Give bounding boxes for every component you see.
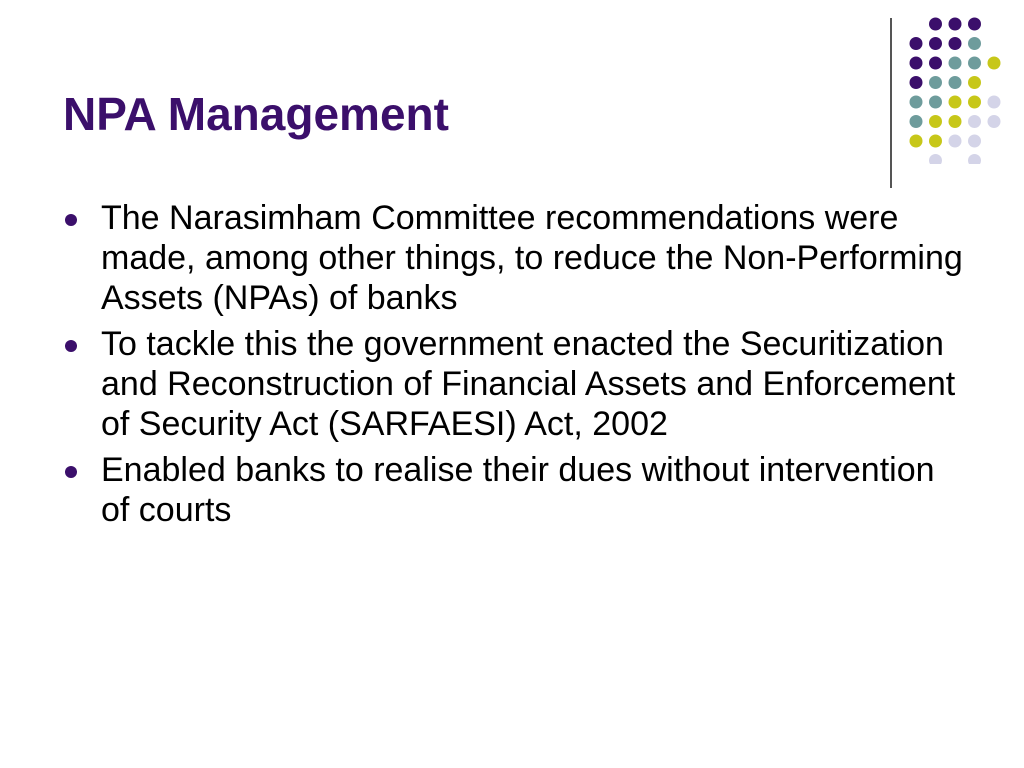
decorative-dot bbox=[929, 135, 942, 148]
bullet-list bbox=[63, 198, 983, 536]
bullet-text: To tackle this the government enacted the Securitization and Reconstruction of Financial Assets and Enforcement of Security Act (SARFAESI) Act, 2002 bbox=[101, 325, 956, 443]
bullet-text: Enabled banks to realise their dues without intervention of courts bbox=[101, 451, 935, 529]
bullet-marker-icon bbox=[65, 340, 77, 352]
decorative-dot bbox=[988, 57, 1001, 70]
decorative-dot bbox=[929, 57, 942, 70]
decorative-dot bbox=[968, 96, 981, 109]
decorative-dot bbox=[949, 57, 962, 70]
decorative-dot bbox=[910, 76, 923, 89]
decorative-dot bbox=[968, 76, 981, 89]
decorative-dot bbox=[949, 115, 962, 128]
decorative-dot bbox=[929, 154, 942, 164]
bullet-item bbox=[63, 450, 983, 530]
decorative-dot bbox=[968, 115, 981, 128]
decorative-dot bbox=[910, 57, 923, 70]
decorative-dot bbox=[929, 96, 942, 109]
bullet-marker-icon bbox=[65, 466, 77, 478]
decorative-dot bbox=[910, 37, 923, 50]
decorative-dot bbox=[929, 18, 942, 31]
decorative-dot bbox=[988, 115, 1001, 128]
decorative-dot bbox=[929, 76, 942, 89]
bullet-item bbox=[63, 324, 983, 444]
decorative-dot bbox=[968, 135, 981, 148]
decorative-dot bbox=[949, 18, 962, 31]
decorative-dot bbox=[949, 37, 962, 50]
bullet-item bbox=[63, 198, 983, 318]
decorative-dot bbox=[949, 96, 962, 109]
decorative-dot bbox=[968, 18, 981, 31]
decorative-dot bbox=[910, 115, 923, 128]
decorative-dot-grid bbox=[900, 14, 1010, 164]
decorative-dot bbox=[929, 37, 942, 50]
decorative-dot bbox=[910, 135, 923, 148]
decorative-dot bbox=[968, 154, 981, 164]
decorative-dot bbox=[949, 135, 962, 148]
decorative-dot bbox=[968, 37, 981, 50]
title-divider-line bbox=[890, 18, 892, 188]
decorative-dot bbox=[988, 96, 1001, 109]
decorative-dot bbox=[910, 96, 923, 109]
decorative-dot bbox=[968, 57, 981, 70]
bullet-text: The Narasimham Committee recommendations were made, among other things, to reduce the Non-Performing Assets (NPAs) of banks bbox=[101, 199, 963, 317]
bullet-marker-icon bbox=[65, 214, 77, 226]
decorative-dot bbox=[929, 115, 942, 128]
decorative-dot bbox=[949, 76, 962, 89]
slide-title: NPA Management bbox=[63, 88, 449, 140]
